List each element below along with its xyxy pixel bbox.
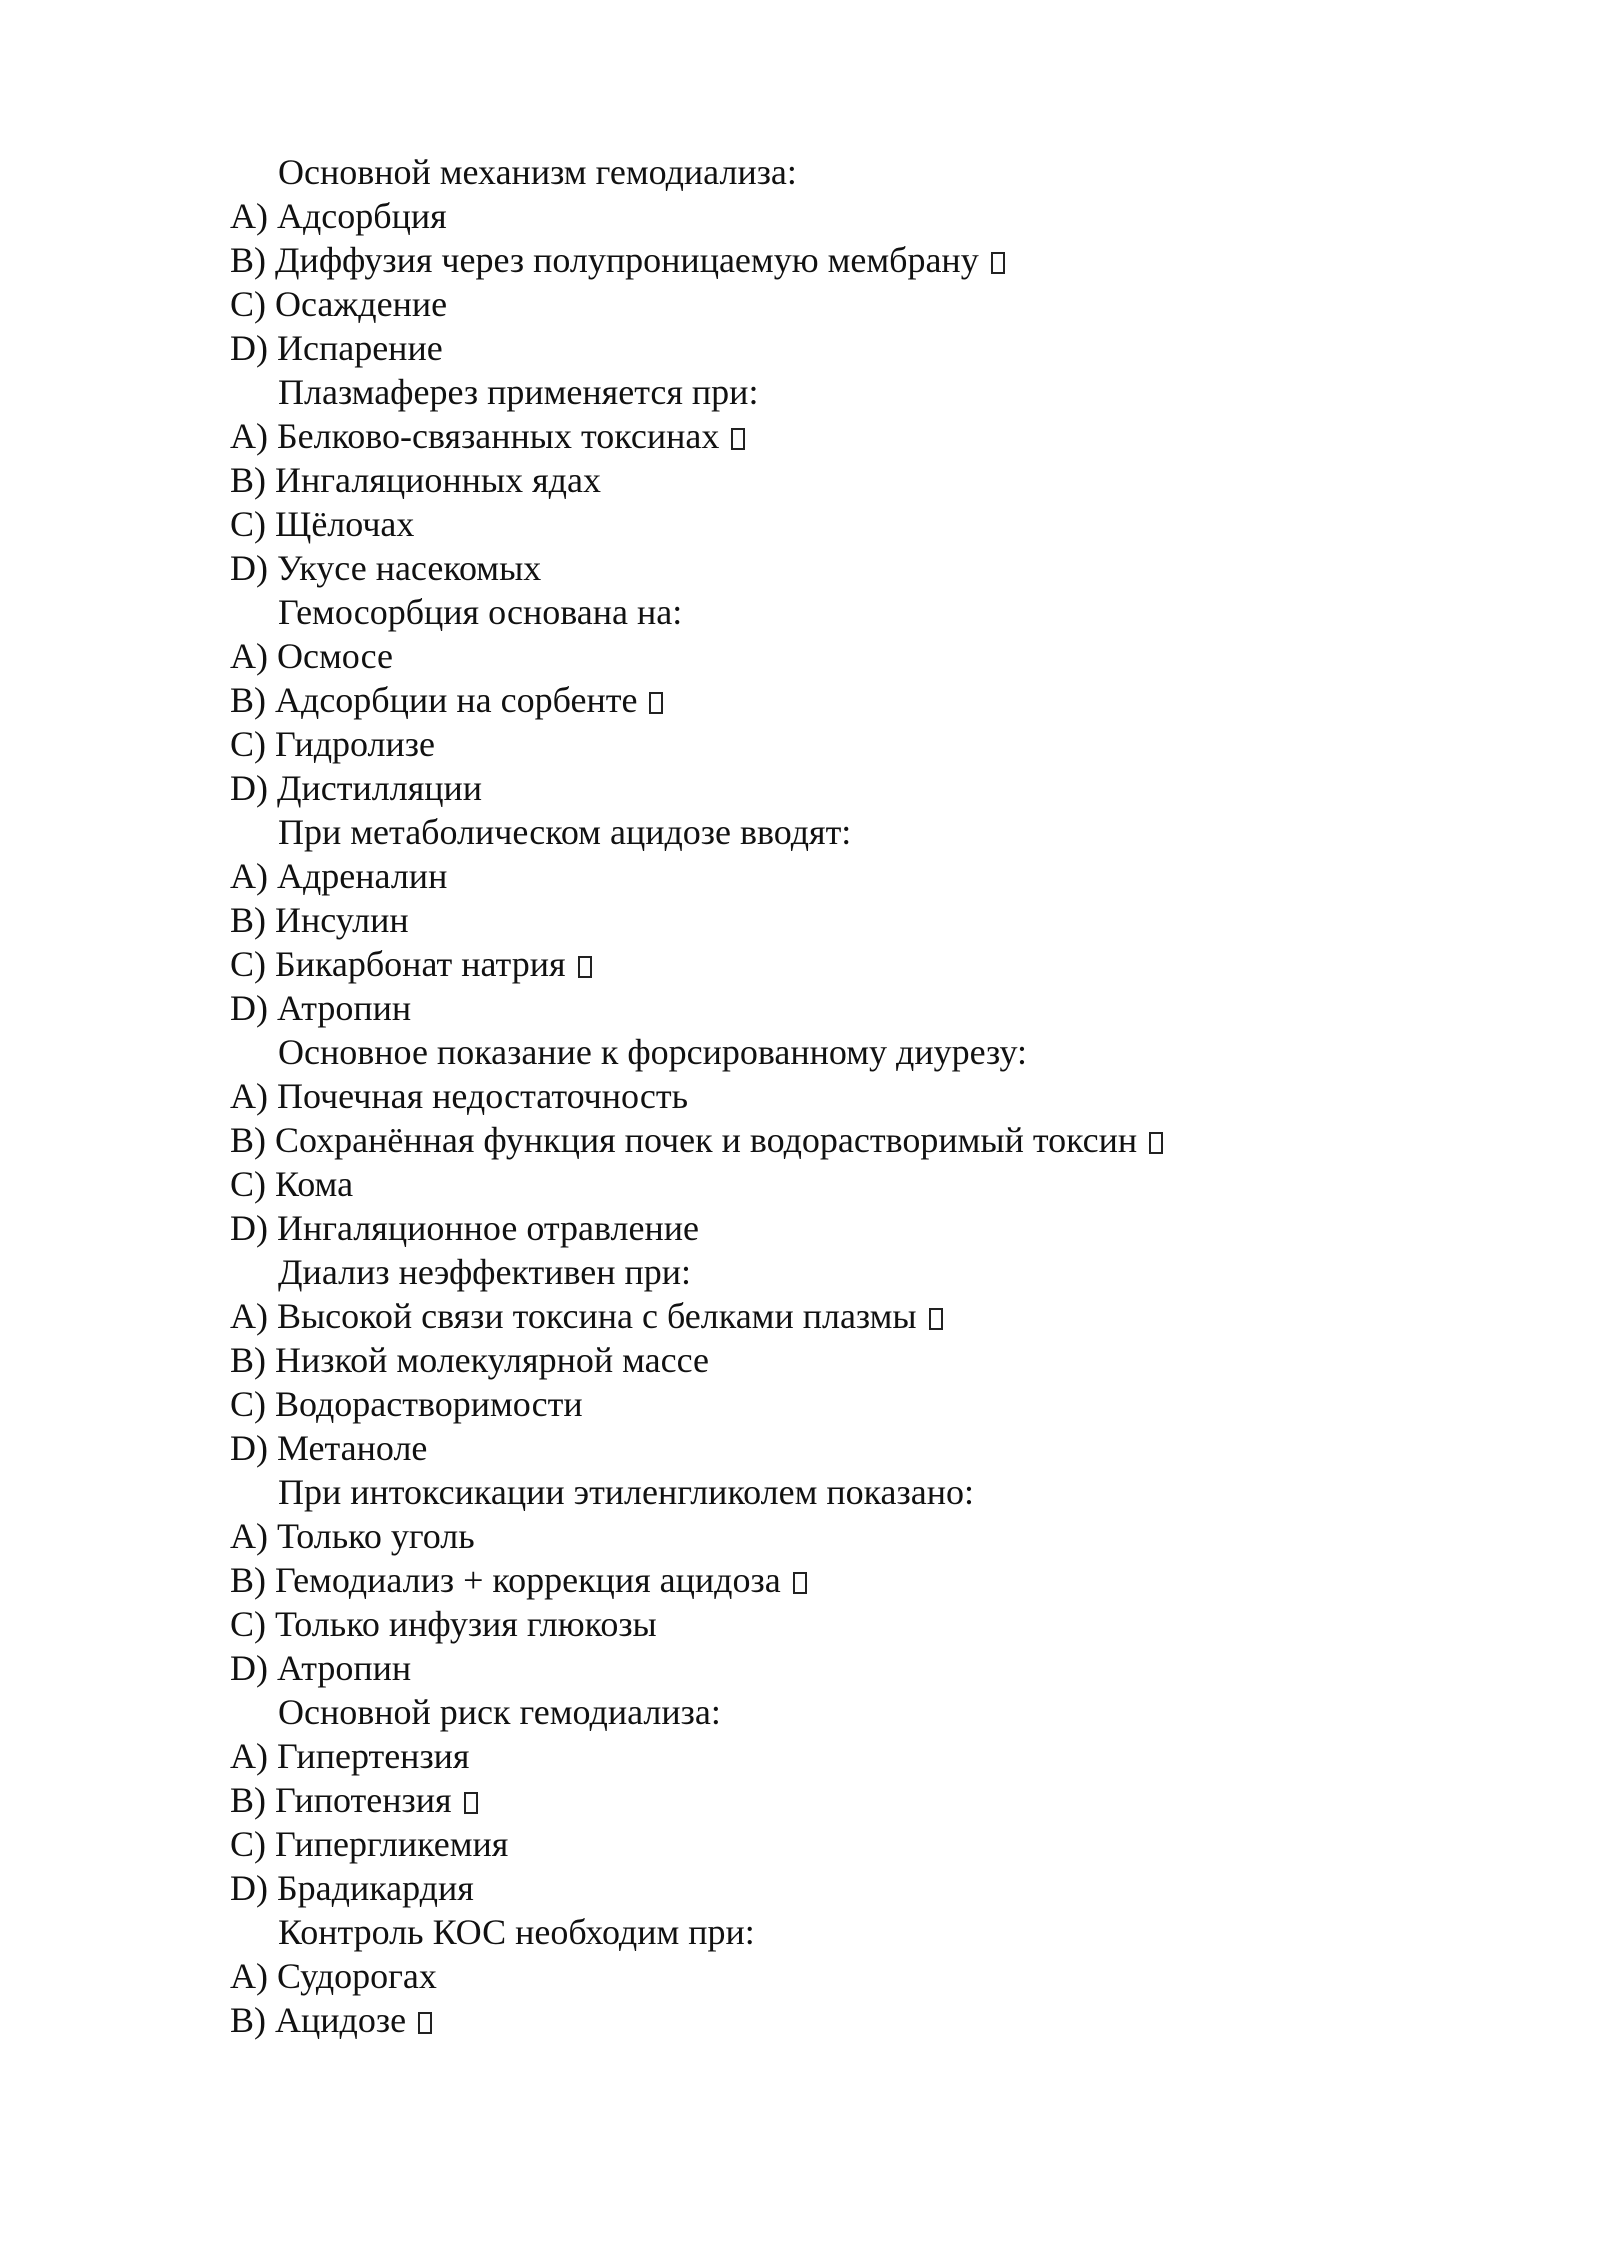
answer-option [230, 458, 1430, 502]
answer-option [230, 326, 1430, 370]
question-text: Основное показание к форсированному диурезу: [278, 1032, 1028, 1072]
answer-option-text: B) Сохранённая функция почек и водорастворимый токсин [230, 1120, 1138, 1160]
answer-option [230, 1822, 1430, 1866]
answer-option [230, 414, 1430, 458]
answer-option-text: A) Почечная недостаточность [230, 1076, 689, 1116]
answer-option-text: A) Адсорбция [230, 196, 447, 236]
answer-option [230, 898, 1430, 942]
correct-answer-mark-icon [578, 956, 592, 978]
correct-answer-mark-icon [1149, 1132, 1163, 1154]
answer-option [230, 1998, 1430, 2042]
answer-option [230, 546, 1430, 590]
question-text: Контроль КОС необходим при: [278, 1912, 755, 1952]
answer-option [230, 766, 1430, 810]
answer-option-text: C) Осаждение [230, 284, 448, 324]
answer-option-text: B) Адсорбции на сорбенте [230, 680, 638, 720]
answer-option [230, 1514, 1430, 1558]
answer-option [230, 194, 1430, 238]
answer-option-text: C) Только инфузия глюкозы [230, 1604, 657, 1644]
answer-option [230, 634, 1430, 678]
answer-option-text: A) Осмосе [230, 636, 394, 676]
correct-answer-mark-icon [793, 1572, 807, 1594]
answer-option-text: C) Бикарбонат натрия [230, 944, 566, 984]
answer-option [230, 1338, 1430, 1382]
answer-option-text: C) Гидролизе [230, 724, 435, 764]
answer-option [230, 722, 1430, 766]
answer-option-text: B) Низкой молекулярной массе [230, 1340, 710, 1380]
answer-option-text: D) Метаноле [230, 1428, 428, 1468]
question-text: Гемосорбция основана на: [278, 592, 683, 632]
answer-option-text: A) Судорогах [230, 1956, 437, 1996]
question-text: При метаболическом ацидозе вводят: [278, 812, 852, 852]
answer-option-text: C) Щёлочах [230, 504, 415, 544]
answer-option-text: A) Гипертензия [230, 1736, 470, 1776]
answer-option-text: D) Укусе насекомых [230, 548, 542, 588]
quiz-content [230, 150, 1430, 2042]
correct-answer-mark-icon [731, 428, 745, 450]
answer-option-text: D) Брадикардия [230, 1868, 474, 1908]
answer-option-text: A) Высокой связи токсина с белками плазмы [230, 1296, 917, 1336]
answer-option-text: D) Ингаляционное отравление [230, 1208, 699, 1248]
answer-option [230, 1074, 1430, 1118]
correct-answer-mark-icon [991, 252, 1005, 274]
answer-option [230, 282, 1430, 326]
answer-option [230, 1162, 1430, 1206]
answer-option [230, 678, 1430, 722]
answer-option-text: A) Только уголь [230, 1516, 475, 1556]
answer-option-text: C) Водорастворимости [230, 1384, 583, 1424]
answer-option-text: D) Атропин [230, 1648, 412, 1688]
answer-option-text: B) Гипотензия [230, 1780, 452, 1820]
answer-option [230, 1954, 1430, 1998]
answer-option-text: B) Инсулин [230, 900, 409, 940]
answer-option [230, 942, 1430, 986]
answer-option [230, 1778, 1430, 1822]
answer-option [230, 1206, 1430, 1250]
answer-option [230, 1866, 1430, 1910]
answer-option-text: B) Ацидозе [230, 2000, 407, 2040]
answer-option-text: C) Гипергликемия [230, 1824, 509, 1864]
answer-option-text: C) Кома [230, 1164, 354, 1204]
correct-answer-mark-icon [649, 692, 663, 714]
answer-option [230, 1602, 1430, 1646]
answer-option-text: D) Испарение [230, 328, 443, 368]
correct-answer-mark-icon [418, 2012, 432, 2034]
answer-option-text: B) Диффузия через полупроницаемую мембрану [230, 240, 979, 280]
correct-answer-mark-icon [929, 1308, 943, 1330]
question-text: Плазмаферез применяется при: [278, 372, 759, 412]
answer-option-text: B) Гемодиализ + коррекция ацидоза [230, 1560, 781, 1600]
answer-option-text: D) Атропин [230, 988, 412, 1028]
answer-option-text: B) Ингаляционных ядах [230, 460, 601, 500]
correct-answer-mark-icon [464, 1792, 478, 1814]
answer-option [230, 1734, 1430, 1778]
answer-option [230, 1558, 1430, 1602]
answer-option [230, 1118, 1430, 1162]
answer-option [230, 1426, 1430, 1470]
answer-option [230, 1294, 1430, 1338]
answer-option [230, 1646, 1430, 1690]
answer-option [230, 238, 1430, 282]
answer-option-text: A) Белково-связанных токсинах [230, 416, 720, 456]
answer-option [230, 1382, 1430, 1426]
question-text: Основной механизм гемодиализа: [278, 152, 797, 192]
answer-option [230, 854, 1430, 898]
answer-option-text: D) Дистилляции [230, 768, 483, 808]
question-text: Основной риск гемодиализа: [278, 1692, 721, 1732]
answer-option-text: A) Адреналин [230, 856, 448, 896]
answer-option [230, 986, 1430, 1030]
question-text: Диализ неэффективен при: [278, 1252, 692, 1292]
answer-option [230, 502, 1430, 546]
question-text: При интоксикации этиленгликолем показано: [278, 1472, 975, 1512]
